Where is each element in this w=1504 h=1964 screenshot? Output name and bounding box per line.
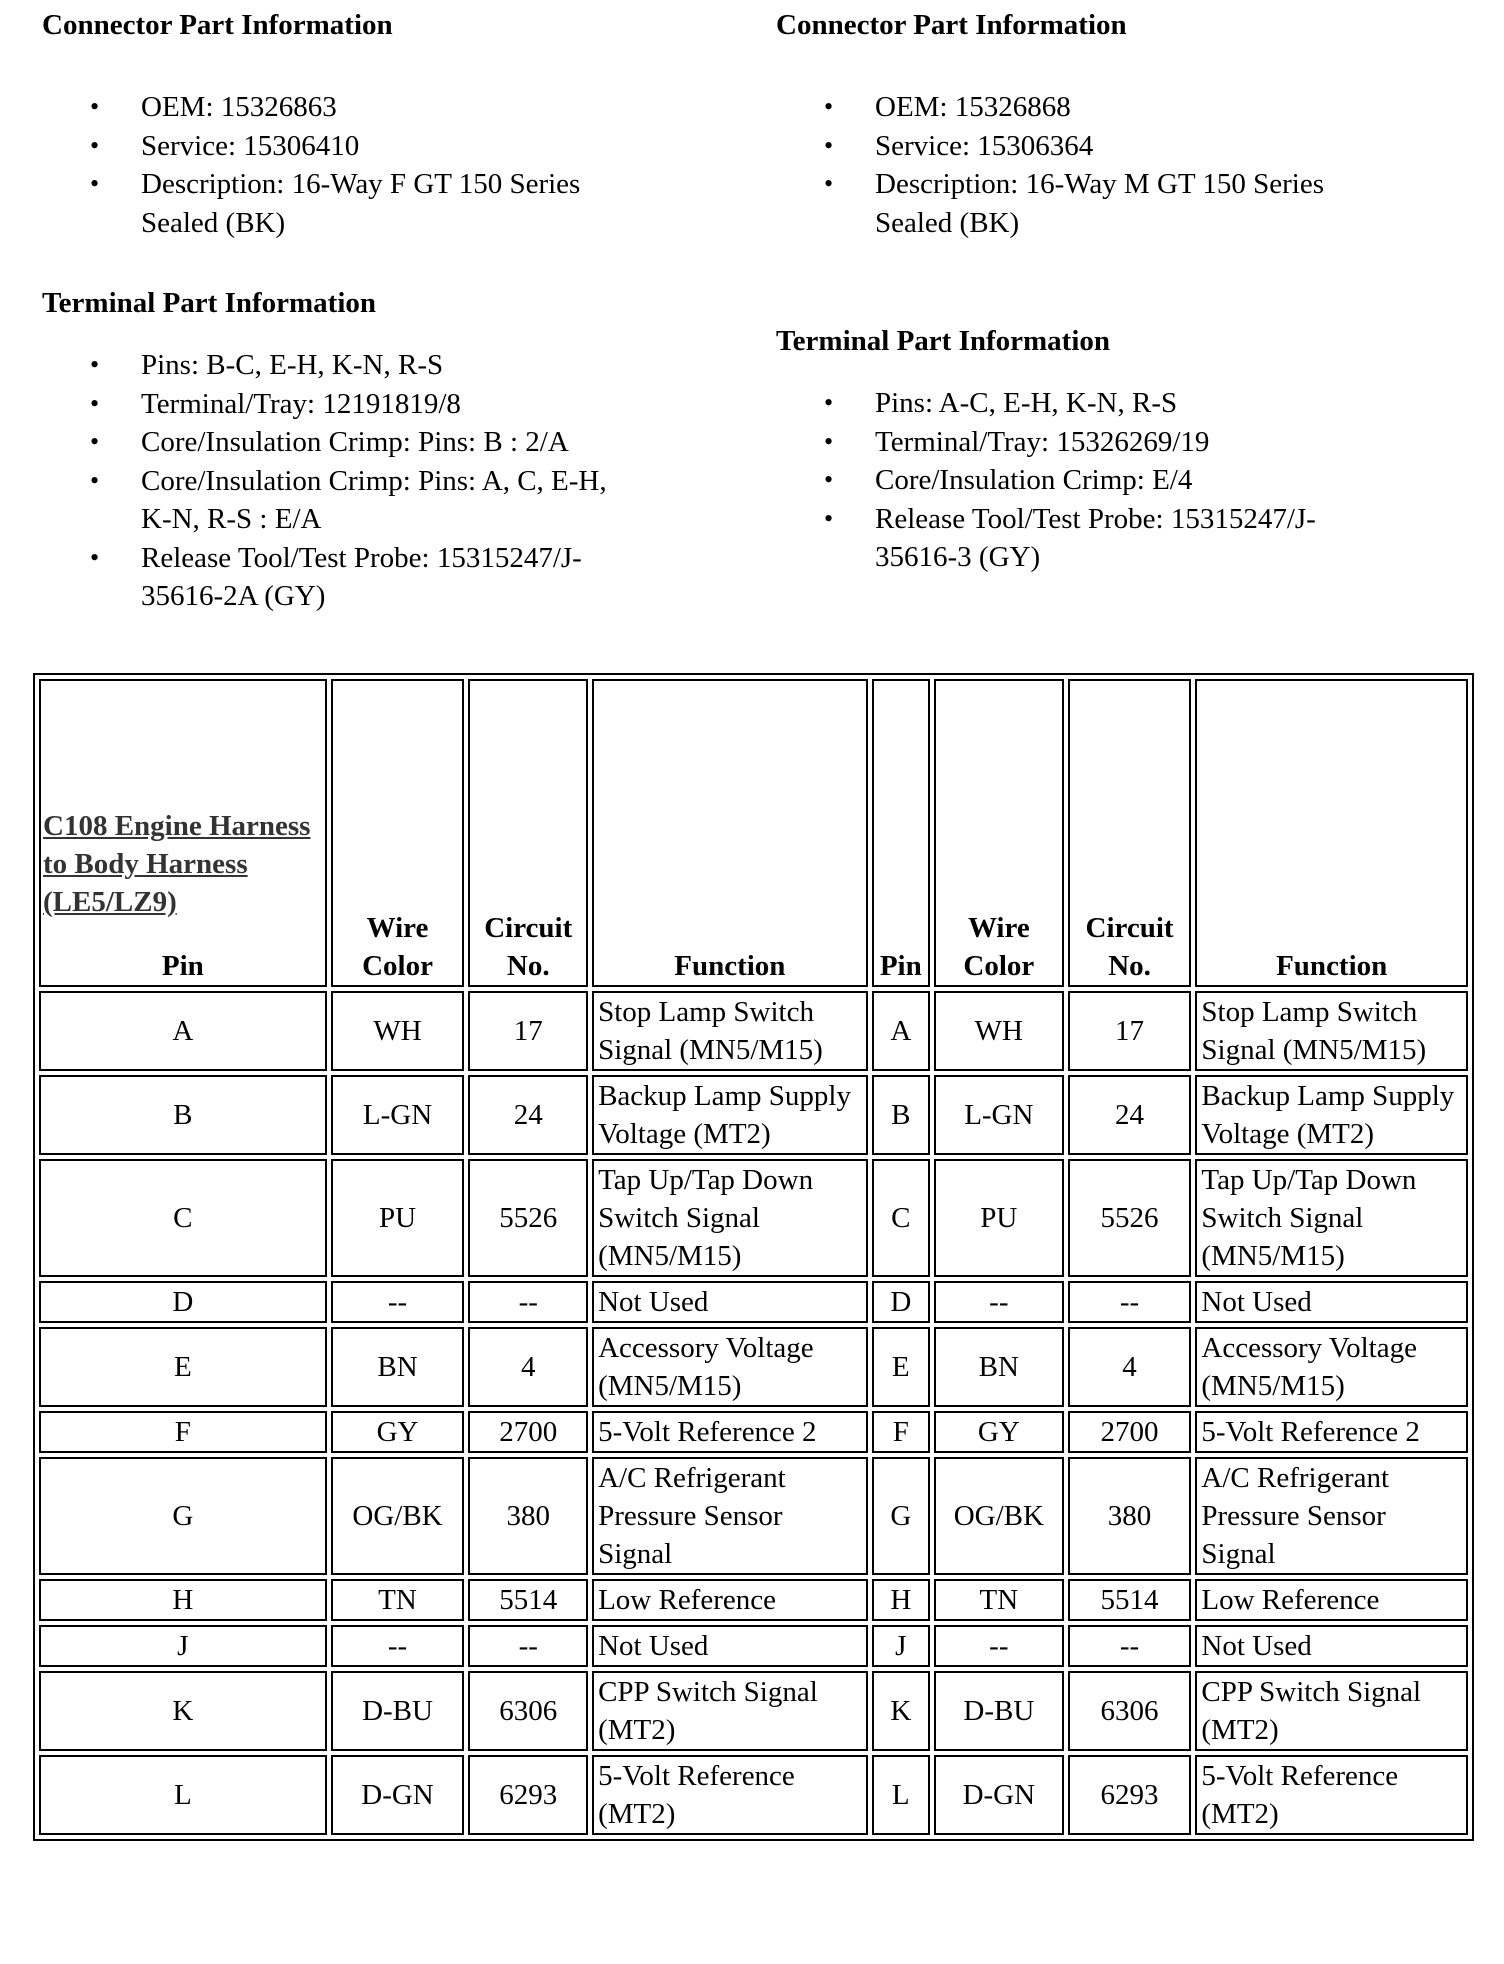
circuit-cell: 5526 <box>1068 1159 1192 1277</box>
wire-color-cell: TN <box>331 1579 465 1621</box>
left-terminal-crimp-2: • Core/Insulation Crimp: Pins: A, C, E-H, K-N, R-S : E/A <box>42 462 632 539</box>
function-cell: CPP Switch Signal (MT2) <box>1195 1671 1468 1751</box>
header-circuit-left: Circuit No. <box>468 679 588 987</box>
table-row <box>39 1411 1468 1453</box>
wire-color-cell: D-BU <box>934 1671 1064 1751</box>
circuit-cell: 6293 <box>1068 1755 1192 1835</box>
left-terminal-list <box>42 346 632 616</box>
wire-color-cell: OG/BK <box>331 1457 465 1575</box>
connector-link[interactable]: C108 Engine Harness to Body Harness (LE5/LZ9) <box>43 810 311 918</box>
wire-color-cell: L-GN <box>331 1075 465 1155</box>
header-wire-color-left: Wire Color <box>331 679 465 987</box>
circuit-cell: 5514 <box>468 1579 588 1621</box>
header-function-right: Function <box>1195 679 1468 987</box>
wire-color-cell: GY <box>934 1411 1064 1453</box>
pin-cell: D <box>872 1281 930 1323</box>
pin-cell: J <box>872 1625 930 1667</box>
header-pin-label: Pin <box>161 950 204 982</box>
wire-color-cell: -- <box>331 1281 465 1323</box>
circuit-cell: 24 <box>1068 1075 1192 1155</box>
circuit-cell: 6306 <box>468 1671 588 1751</box>
wire-color-cell: WH <box>331 991 465 1071</box>
right-part-info <box>776 0 1476 577</box>
table-row <box>39 1075 1468 1155</box>
circuit-cell: 4 <box>1068 1327 1192 1407</box>
wire-color-cell: OG/BK <box>934 1457 1064 1575</box>
table-row <box>39 1579 1468 1621</box>
pin-cell: G <box>872 1457 930 1575</box>
function-cell: Backup Lamp Supply Voltage (MT2) <box>592 1075 868 1155</box>
table-row <box>39 1625 1468 1667</box>
function-cell: CPP Switch Signal (MT2) <box>592 1671 868 1751</box>
left-part-info <box>42 0 762 616</box>
wire-color-cell: D-GN <box>934 1755 1064 1835</box>
left-terminal-crimp-1: • Core/Insulation Crimp: Pins: B : 2/A <box>42 423 632 462</box>
pin-cell: B <box>39 1075 327 1155</box>
function-cell: Low Reference <box>1195 1579 1468 1621</box>
wire-color-cell: BN <box>331 1327 465 1407</box>
function-cell: Accessory Voltage (MN5/M15) <box>592 1327 868 1407</box>
circuit-cell: 6306 <box>1068 1671 1192 1751</box>
pin-cell: J <box>39 1625 327 1667</box>
right-terminal-pins: • Pins: A-C, E-H, K-N, R-S <box>776 384 1376 423</box>
pinout-table <box>33 673 1474 1841</box>
function-cell: Stop Lamp Switch Signal (MN5/M15) <box>1195 991 1468 1071</box>
function-cell: Tap Up/Tap Down Switch Signal (MN5/M15) <box>1195 1159 1468 1277</box>
circuit-cell: 380 <box>1068 1457 1192 1575</box>
function-cell: A/C Refrigerant Pressure Sensor Signal <box>592 1457 868 1575</box>
wire-color-cell: D-BU <box>331 1671 465 1751</box>
function-cell: Not Used <box>1195 1625 1468 1667</box>
pin-cell: F <box>39 1411 327 1453</box>
pin-cell: A <box>872 991 930 1071</box>
wire-color-cell: PU <box>934 1159 1064 1277</box>
wire-color-cell: GY <box>331 1411 465 1453</box>
left-connector-title: Connector Part Information <box>42 9 393 41</box>
table-row <box>39 1327 1468 1407</box>
circuit-cell: 17 <box>1068 991 1192 1071</box>
circuit-cell: 2700 <box>468 1411 588 1453</box>
right-connector-description: • Description: 16-Way M GT 150 Series Sealed (BK) <box>776 165 1376 242</box>
pin-cell: G <box>39 1457 327 1575</box>
circuit-cell: -- <box>468 1625 588 1667</box>
pin-cell: C <box>872 1159 930 1277</box>
left-terminal-tray: • Terminal/Tray: 12191819/8 <box>42 385 632 424</box>
circuit-cell: 6293 <box>468 1755 588 1835</box>
left-connector-service: • Service: 15306410 <box>42 127 632 166</box>
function-cell: Tap Up/Tap Down Switch Signal (MN5/M15) <box>592 1159 868 1277</box>
circuit-cell: -- <box>1068 1281 1192 1323</box>
right-terminal-crimp: • Core/Insulation Crimp: E/4 <box>776 461 1376 500</box>
header-pin-left <box>39 679 327 987</box>
function-cell: Not Used <box>592 1625 868 1667</box>
wire-color-cell: PU <box>331 1159 465 1277</box>
pin-cell: H <box>872 1579 930 1621</box>
function-cell: Accessory Voltage (MN5/M15) <box>1195 1327 1468 1407</box>
pin-cell: D <box>39 1281 327 1323</box>
right-terminal-tray: • Terminal/Tray: 15326269/19 <box>776 423 1376 462</box>
function-cell: Not Used <box>1195 1281 1468 1323</box>
right-terminal-title: Terminal Part Information <box>776 325 1111 357</box>
function-cell: A/C Refrigerant Pressure Sensor Signal <box>1195 1457 1468 1575</box>
function-cell: 5-Volt Reference (MT2) <box>592 1755 868 1835</box>
header-function-left: Function <box>592 679 868 987</box>
circuit-cell: 17 <box>468 991 588 1071</box>
right-connector-list <box>776 88 1376 242</box>
function-cell: Backup Lamp Supply Voltage (MT2) <box>1195 1075 1468 1155</box>
pin-cell: E <box>872 1327 930 1407</box>
pin-cell: K <box>872 1671 930 1751</box>
wire-color-cell: WH <box>934 991 1064 1071</box>
function-cell: 5-Volt Reference (MT2) <box>1195 1755 1468 1835</box>
pin-cell: E <box>39 1327 327 1407</box>
left-terminal-tool: • Release Tool/Test Probe: 15315247/J-35616-2A (GY) <box>42 539 632 616</box>
left-connector-list <box>42 88 632 242</box>
wire-color-cell: -- <box>934 1281 1064 1323</box>
wire-color-cell: -- <box>934 1625 1064 1667</box>
pin-cell: L <box>872 1755 930 1835</box>
pin-cell: C <box>39 1159 327 1277</box>
wire-color-cell: L-GN <box>934 1075 1064 1155</box>
circuit-cell: -- <box>468 1281 588 1323</box>
left-connector-oem: • OEM: 15326863 <box>42 88 632 127</box>
pin-cell: K <box>39 1671 327 1751</box>
table-header-row <box>39 679 1468 987</box>
wire-color-cell: BN <box>934 1327 1064 1407</box>
circuit-cell: 5514 <box>1068 1579 1192 1621</box>
pin-cell: B <box>872 1075 930 1155</box>
right-connector-title: Connector Part Information <box>776 9 1127 41</box>
function-cell: Stop Lamp Switch Signal (MN5/M15) <box>592 991 868 1071</box>
circuit-cell: 24 <box>468 1075 588 1155</box>
circuit-cell: 4 <box>468 1327 588 1407</box>
table-row <box>39 1281 1468 1323</box>
pin-cell: H <box>39 1579 327 1621</box>
circuit-cell: 380 <box>468 1457 588 1575</box>
left-terminal-pins: • Pins: B-C, E-H, K-N, R-S <box>42 346 632 385</box>
table-row <box>39 1159 1468 1277</box>
table-row <box>39 1457 1468 1575</box>
table-row <box>39 1755 1468 1835</box>
wire-color-cell: -- <box>331 1625 465 1667</box>
function-cell: Not Used <box>592 1281 868 1323</box>
left-connector-description: • Description: 16-Way F GT 150 Series Sealed (BK) <box>42 165 632 242</box>
pin-cell: L <box>39 1755 327 1835</box>
function-cell: 5-Volt Reference 2 <box>1195 1411 1468 1453</box>
circuit-cell: -- <box>1068 1625 1192 1667</box>
pinout-rows <box>39 991 1468 1835</box>
wire-color-cell: TN <box>934 1579 1064 1621</box>
function-cell: Low Reference <box>592 1579 868 1621</box>
right-connector-oem: • OEM: 15326868 <box>776 88 1376 127</box>
table-row <box>39 1671 1468 1751</box>
right-connector-service: • Service: 15306364 <box>776 127 1376 166</box>
right-terminal-tool: • Release Tool/Test Probe: 15315247/J-35616-3 (GY) <box>776 500 1376 577</box>
left-terminal-title: Terminal Part Information <box>42 287 377 319</box>
wire-color-cell: D-GN <box>331 1755 465 1835</box>
table-row <box>39 991 1468 1071</box>
header-pin-right: Pin <box>872 679 930 987</box>
header-wire-color-right: Wire Color <box>934 679 1064 987</box>
pin-cell: F <box>872 1411 930 1453</box>
function-cell: 5-Volt Reference 2 <box>592 1411 868 1453</box>
circuit-cell: 5526 <box>468 1159 588 1277</box>
pin-cell: A <box>39 991 327 1071</box>
header-circuit-right: Circuit No. <box>1068 679 1192 987</box>
right-terminal-list <box>776 384 1376 577</box>
circuit-cell: 2700 <box>1068 1411 1192 1453</box>
